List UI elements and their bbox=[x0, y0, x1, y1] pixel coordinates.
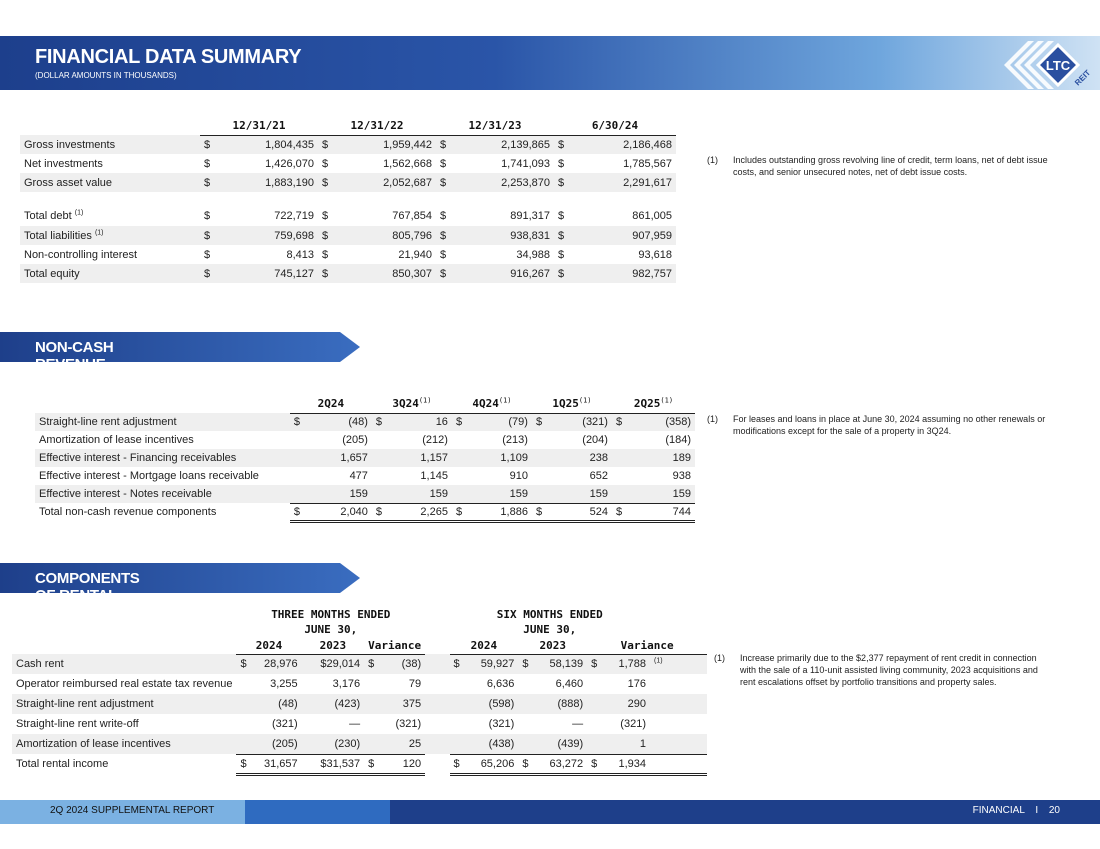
rental-col-header: Variance bbox=[364, 637, 425, 654]
noncash-value: (48) bbox=[304, 413, 372, 431]
rental-value: 65,206 bbox=[464, 754, 519, 774]
currency-symbol bbox=[452, 485, 466, 503]
footnote-ref: (1) bbox=[418, 396, 432, 405]
group-six-months-date: JUNE 30, bbox=[523, 623, 577, 636]
currency-symbol: $ bbox=[558, 157, 565, 170]
currency-symbol bbox=[612, 431, 626, 449]
rental-value: 3,176 bbox=[332, 678, 361, 690]
noncash-total-row bbox=[35, 503, 695, 521]
noncash-col-header bbox=[532, 395, 612, 413]
currency-symbol: $ bbox=[612, 413, 626, 431]
rental-row-label: Operator reimbursed real estate tax revenue bbox=[16, 678, 233, 690]
currency-symbol bbox=[532, 485, 546, 503]
noncash-title: NON-CASH REVENUE COMPONENTS bbox=[35, 339, 140, 390]
footnote-ref: (1) bbox=[498, 396, 512, 405]
rental-value: (888) bbox=[532, 694, 587, 714]
summary-value: 938,831 bbox=[454, 226, 554, 245]
footnote-cell bbox=[650, 654, 707, 674]
rental-col-header: 2024 bbox=[236, 637, 301, 654]
noncash-total-label: Total non-cash revenue components bbox=[39, 506, 217, 518]
currency-symbol bbox=[236, 734, 250, 754]
currency-symbol bbox=[612, 467, 626, 485]
currency-symbol bbox=[290, 449, 304, 467]
rental-value: (423) bbox=[302, 694, 365, 714]
column-gap bbox=[425, 674, 449, 694]
summary-value: 2,052,687 bbox=[336, 173, 436, 192]
currency-symbol: $ bbox=[436, 226, 454, 245]
currency-symbol bbox=[532, 467, 546, 485]
summary-row bbox=[20, 154, 676, 173]
currency-symbol bbox=[236, 674, 250, 694]
currency-symbol bbox=[587, 694, 601, 714]
noncash-value: (184) bbox=[665, 434, 691, 446]
noncash-col-header bbox=[290, 395, 372, 413]
rental-row-label: Amortization of lease incentives bbox=[12, 734, 236, 754]
ltc-reit-logo-icon bbox=[994, 30, 1094, 100]
noncash-value: 477 bbox=[349, 470, 368, 482]
summary-value: 1,883,190 bbox=[218, 173, 318, 192]
currency-symbol: $ bbox=[290, 503, 304, 521]
noncash-total-value: 744 bbox=[626, 503, 695, 521]
summary-value: 1,741,093 bbox=[501, 157, 550, 170]
currency-symbol: $ bbox=[318, 173, 336, 192]
rental-header-row bbox=[12, 637, 707, 654]
rental-value: (321) bbox=[488, 718, 515, 730]
currency-symbol: $ bbox=[318, 264, 336, 283]
noncash-value: (205) bbox=[342, 434, 368, 446]
summary-value: 891,317 bbox=[510, 210, 550, 222]
noncash-value: 159 bbox=[466, 485, 532, 503]
footnote-cell bbox=[650, 754, 707, 774]
page-title: FINANCIAL DATA SUMMARY bbox=[35, 46, 302, 68]
noncash-value: 1,657 bbox=[304, 449, 372, 467]
summary-value: 1,426,070 bbox=[265, 157, 314, 170]
currency-symbol bbox=[364, 714, 379, 734]
currency-symbol: $ bbox=[554, 173, 572, 192]
noncash-row bbox=[35, 467, 695, 485]
currency-symbol: $ bbox=[204, 210, 211, 222]
currency-symbol: $ bbox=[372, 503, 386, 521]
summary-header-row bbox=[20, 117, 676, 135]
summary-row-label bbox=[20, 206, 200, 226]
currency-symbol: $ bbox=[518, 754, 532, 774]
summary-row bbox=[20, 173, 676, 192]
col-label: 2Q25 bbox=[633, 397, 661, 411]
rental-value: 1,788 bbox=[601, 654, 650, 674]
footnote-ref: (1) bbox=[94, 228, 104, 236]
currency-symbol: $ bbox=[436, 173, 454, 192]
noncash-row-label: Effective interest - Mortgage loans receivable bbox=[39, 470, 259, 482]
noncash-header-row bbox=[35, 395, 695, 413]
currency-symbol bbox=[364, 694, 379, 714]
summary-value: 2,186,468 bbox=[572, 135, 676, 154]
summary-row bbox=[20, 135, 676, 154]
rental-value: 6,460 bbox=[555, 678, 584, 690]
summary-value: 907,959 bbox=[572, 226, 676, 245]
summary-row-label bbox=[20, 173, 200, 192]
column-gap bbox=[425, 714, 449, 734]
noncash-value: 1,145 bbox=[420, 470, 448, 482]
rental-value: (38) bbox=[379, 654, 425, 674]
summary-value: 1,562,668 bbox=[383, 157, 432, 170]
summary-value: 861,005 bbox=[632, 210, 672, 222]
rental-value: 79 bbox=[408, 678, 422, 690]
page-number: 20 bbox=[1048, 805, 1060, 816]
noncash-value: (212) bbox=[422, 434, 448, 446]
summary-row-label bbox=[20, 154, 200, 173]
summary-value: 2,291,617 bbox=[572, 173, 676, 192]
noncash-value: 652 bbox=[589, 470, 608, 482]
currency-symbol: $ bbox=[236, 654, 250, 674]
rental-value: (321) bbox=[271, 718, 298, 730]
summary-value: 8,413 bbox=[286, 248, 314, 261]
rental-value: (598) bbox=[464, 694, 519, 714]
rental-value: (205) bbox=[251, 734, 302, 754]
noncash-value: (204) bbox=[582, 434, 608, 446]
noncash-value: (213) bbox=[502, 434, 528, 446]
svg-text:REIT: REIT bbox=[1073, 68, 1093, 88]
column-gap bbox=[425, 654, 449, 674]
currency-symbol: $ bbox=[200, 264, 218, 283]
rental-value: — bbox=[349, 718, 361, 730]
column-gap bbox=[425, 754, 449, 774]
svg-text:LTC: LTC bbox=[1045, 58, 1071, 73]
currency-symbol: $ bbox=[322, 248, 329, 261]
currency-symbol: $ bbox=[236, 754, 250, 774]
column-gap bbox=[425, 694, 449, 714]
rental-col-header: 2023 bbox=[518, 637, 587, 654]
row-label-text: Net investments bbox=[24, 157, 103, 170]
summary-value: 1,959,442 bbox=[336, 135, 436, 154]
summary-value: 982,757 bbox=[572, 264, 676, 283]
rental-value: 28,976 bbox=[251, 654, 302, 674]
currency-symbol: $ bbox=[204, 157, 211, 170]
currency-symbol bbox=[290, 431, 304, 449]
rental-value: 1 bbox=[601, 734, 650, 754]
rental-value: 120 bbox=[379, 754, 425, 774]
noncash-total-value: 524 bbox=[546, 503, 612, 521]
summary-row bbox=[20, 226, 676, 245]
currency-symbol: $ bbox=[452, 503, 466, 521]
col-label: 4Q24 bbox=[472, 397, 499, 411]
rental-value: 176 bbox=[627, 678, 646, 690]
summary-value: 722,719 bbox=[274, 210, 314, 222]
rental-total-label: Total rental income bbox=[16, 758, 109, 770]
row-label-text: Total liabilities bbox=[24, 229, 92, 242]
summary-value: 1,785,567 bbox=[623, 157, 672, 170]
currency-symbol: $ bbox=[318, 226, 336, 245]
summary-row-label bbox=[20, 135, 200, 154]
currency-symbol: $ bbox=[440, 210, 447, 222]
currency-symbol bbox=[450, 714, 464, 734]
currency-symbol bbox=[452, 467, 466, 485]
rental-row-label: Straight-line rent adjustment bbox=[12, 694, 236, 714]
rental-value: (439) bbox=[532, 734, 587, 754]
summary-value: 34,988 bbox=[516, 248, 550, 261]
currency-symbol: $ bbox=[554, 264, 572, 283]
summary-value: 2,139,865 bbox=[454, 135, 554, 154]
summary-row bbox=[20, 245, 676, 264]
footnote-ref: (1) bbox=[578, 396, 592, 405]
noncash-col-header bbox=[612, 395, 695, 413]
rental-row-label: Cash rent bbox=[12, 654, 236, 674]
footnote-ref: (1) bbox=[653, 657, 663, 665]
row-label-text: Total debt bbox=[24, 210, 72, 222]
currency-symbol: $ bbox=[518, 654, 532, 674]
currency-symbol: $ bbox=[450, 754, 464, 774]
footer-accent-mid bbox=[245, 800, 390, 824]
rental-value: 59,927 bbox=[464, 654, 519, 674]
currency-symbol bbox=[532, 449, 546, 467]
rental-income-table bbox=[12, 606, 707, 776]
summary-value: 767,854 bbox=[392, 210, 432, 222]
currency-symbol: $ bbox=[558, 210, 565, 222]
currency-symbol bbox=[518, 674, 532, 694]
rental-value: 31,657 bbox=[251, 754, 302, 774]
noncash-row bbox=[35, 485, 695, 503]
currency-symbol: $ bbox=[364, 754, 379, 774]
currency-symbol: $ bbox=[452, 413, 466, 431]
currency-symbol bbox=[587, 714, 601, 734]
rental-row bbox=[12, 674, 707, 694]
rental-value: 25 bbox=[379, 734, 425, 754]
currency-symbol: $ bbox=[364, 654, 379, 674]
currency-symbol bbox=[450, 674, 464, 694]
currency-symbol bbox=[372, 467, 386, 485]
rental-value: (48) bbox=[251, 694, 302, 714]
currency-symbol bbox=[364, 674, 379, 694]
col-label: 3Q24 bbox=[392, 397, 419, 411]
currency-symbol: $ bbox=[440, 248, 447, 261]
noncash-row-label: Amortization of lease incentives bbox=[39, 434, 194, 446]
summary-row-label bbox=[20, 226, 200, 245]
currency-symbol bbox=[612, 485, 626, 503]
noncash-row bbox=[35, 449, 695, 467]
noncash-value: 159 bbox=[386, 485, 452, 503]
currency-symbol bbox=[532, 431, 546, 449]
footer-separator: I bbox=[1035, 805, 1039, 816]
currency-symbol: $ bbox=[290, 413, 304, 431]
rental-title: COMPONENTS OF RENTAL INCOME bbox=[35, 570, 140, 621]
rental-row bbox=[12, 694, 707, 714]
summary-row bbox=[20, 264, 676, 283]
noncash-value: (79) bbox=[466, 413, 532, 431]
page-subtitle: (DOLLAR AMOUNTS IN THOUSANDS) bbox=[35, 71, 177, 80]
rental-value: (321) bbox=[620, 718, 646, 730]
rental-value: $29,014 bbox=[302, 654, 365, 674]
rental-row bbox=[12, 714, 707, 734]
footnote-cell bbox=[650, 734, 707, 754]
currency-symbol bbox=[450, 734, 464, 754]
col-label: 1Q25 bbox=[552, 397, 579, 411]
rental-value: 6,636 bbox=[486, 678, 515, 690]
currency-symbol bbox=[612, 449, 626, 467]
currency-symbol: $ bbox=[532, 503, 546, 521]
currency-symbol: $ bbox=[587, 654, 601, 674]
footnote-cell bbox=[650, 674, 707, 694]
noncash-value: 238 bbox=[546, 449, 612, 467]
footer-section: FINANCIAL bbox=[972, 805, 1025, 816]
footer-report-name: 2Q 2024 SUPPLEMENTAL REPORT bbox=[50, 805, 215, 816]
summary-col-header: 12/31/21 bbox=[200, 117, 318, 135]
noncash-value: (358) bbox=[626, 413, 695, 431]
footnote-ref: (1) bbox=[74, 209, 84, 217]
noncash-value: 159 bbox=[304, 485, 372, 503]
rental-value: (321) bbox=[395, 718, 422, 730]
currency-symbol bbox=[290, 467, 304, 485]
currency-symbol: $ bbox=[612, 503, 626, 521]
currency-symbol bbox=[236, 714, 250, 734]
rental-value: (230) bbox=[302, 734, 365, 754]
summary-row bbox=[20, 206, 676, 226]
noncash-total-value: 2,265 bbox=[386, 503, 452, 521]
currency-symbol bbox=[290, 485, 304, 503]
footer-page-info bbox=[973, 805, 1060, 816]
rental-value: 290 bbox=[601, 694, 650, 714]
currency-symbol: $ bbox=[558, 248, 565, 261]
noncash-value: 938 bbox=[672, 470, 691, 482]
summary-value: 805,796 bbox=[336, 226, 436, 245]
currency-symbol: $ bbox=[318, 135, 336, 154]
summary-value: 759,698 bbox=[218, 226, 318, 245]
summary-value: 93,618 bbox=[638, 248, 672, 261]
summary-value: 2,253,870 bbox=[454, 173, 554, 192]
footnote-cell bbox=[650, 714, 707, 734]
noncash-table bbox=[35, 395, 695, 523]
rental-value: — bbox=[572, 718, 584, 730]
summary-value: 916,267 bbox=[454, 264, 554, 283]
noncash-col-header bbox=[452, 395, 532, 413]
noncash-value: 910 bbox=[509, 470, 528, 482]
currency-symbol: $ bbox=[450, 654, 464, 674]
currency-symbol bbox=[364, 734, 379, 754]
noncash-row-label: Straight-line rent adjustment bbox=[35, 413, 290, 431]
currency-symbol bbox=[452, 449, 466, 467]
summary-value: 850,307 bbox=[336, 264, 436, 283]
noncash-value: 159 bbox=[626, 485, 695, 503]
noncash-value: 159 bbox=[546, 485, 612, 503]
footnote-ref: (1) bbox=[660, 396, 674, 405]
rental-row-label: Straight-line rent write-off bbox=[16, 718, 139, 730]
currency-symbol: $ bbox=[436, 135, 454, 154]
currency-symbol bbox=[518, 734, 532, 754]
noncash-value: 1,157 bbox=[386, 449, 452, 467]
currency-symbol bbox=[372, 449, 386, 467]
rental-value: 63,272 bbox=[532, 754, 587, 774]
rental-value: 58,139 bbox=[532, 654, 587, 674]
currency-symbol: $ bbox=[436, 264, 454, 283]
currency-symbol: $ bbox=[440, 157, 447, 170]
currency-symbol: $ bbox=[587, 754, 601, 774]
noncash-value: 16 bbox=[386, 413, 452, 431]
currency-symbol bbox=[518, 714, 532, 734]
noncash-col-header bbox=[372, 395, 452, 413]
rental-col-header: 2023 bbox=[302, 637, 365, 654]
currency-symbol bbox=[587, 734, 601, 754]
summary-value: 1,804,435 bbox=[218, 135, 318, 154]
currency-symbol: $ bbox=[200, 173, 218, 192]
row-label-text: Total equity bbox=[24, 267, 80, 280]
summary-row-label bbox=[20, 264, 200, 283]
noncash-row-label: Effective interest - Financing receivables bbox=[35, 449, 290, 467]
currency-symbol: $ bbox=[532, 413, 546, 431]
rental-value: $31,537 bbox=[302, 754, 365, 774]
rental-col-header: Variance bbox=[587, 637, 707, 654]
rental-col-header: 2024 bbox=[450, 637, 519, 654]
rental-value: 1,934 bbox=[601, 754, 650, 774]
currency-symbol bbox=[518, 694, 532, 714]
currency-symbol bbox=[450, 694, 464, 714]
rental-value: 375 bbox=[379, 694, 425, 714]
noncash-row-label: Effective interest - Notes receivable bbox=[35, 485, 290, 503]
currency-symbol: $ bbox=[554, 135, 572, 154]
rental-row bbox=[12, 654, 707, 674]
currency-symbol bbox=[372, 485, 386, 503]
rental-row bbox=[12, 734, 707, 754]
row-label-text: Gross asset value bbox=[24, 176, 113, 189]
row-label-text: Gross investments bbox=[24, 138, 116, 151]
summary-row-label bbox=[20, 245, 200, 264]
rental-value: 3,255 bbox=[270, 678, 298, 690]
noncash-row bbox=[35, 431, 695, 449]
financial-summary-table bbox=[20, 117, 676, 283]
group-three-months-date: JUNE 30, bbox=[304, 623, 358, 636]
summary-value: 745,127 bbox=[218, 264, 318, 283]
footnote-cell bbox=[650, 694, 707, 714]
group-three-months: THREE MONTHS ENDED bbox=[271, 607, 391, 621]
summary-col-header: 12/31/23 bbox=[436, 117, 554, 135]
currency-symbol bbox=[372, 431, 386, 449]
summary-col-header: 6/30/24 bbox=[554, 117, 676, 135]
currency-symbol: $ bbox=[204, 248, 211, 261]
currency-symbol: $ bbox=[322, 210, 329, 222]
currency-symbol bbox=[587, 674, 601, 694]
group-six-months: SIX MONTHS ENDED bbox=[496, 607, 603, 621]
currency-symbol bbox=[236, 694, 250, 714]
currency-symbol: $ bbox=[554, 226, 572, 245]
currency-symbol bbox=[452, 431, 466, 449]
rental-value: (438) bbox=[464, 734, 519, 754]
summary-col-header: 12/31/22 bbox=[318, 117, 436, 135]
currency-symbol: $ bbox=[200, 226, 218, 245]
currency-symbol: $ bbox=[200, 135, 218, 154]
currency-symbol: $ bbox=[322, 157, 329, 170]
noncash-value: 1,109 bbox=[466, 449, 532, 467]
noncash-value: 189 bbox=[626, 449, 695, 467]
rental-total-row bbox=[12, 754, 707, 774]
column-gap bbox=[425, 734, 449, 754]
currency-symbol: $ bbox=[372, 413, 386, 431]
noncash-row bbox=[35, 413, 695, 431]
col-label: 2Q24 bbox=[317, 397, 345, 411]
spacer-row bbox=[20, 192, 676, 206]
noncash-total-value: 2,040 bbox=[304, 503, 372, 521]
noncash-value: (321) bbox=[546, 413, 612, 431]
summary-value: 21,940 bbox=[398, 248, 432, 261]
row-label-text: Non-controlling interest bbox=[24, 248, 138, 261]
noncash-total-value: 1,886 bbox=[466, 503, 532, 521]
